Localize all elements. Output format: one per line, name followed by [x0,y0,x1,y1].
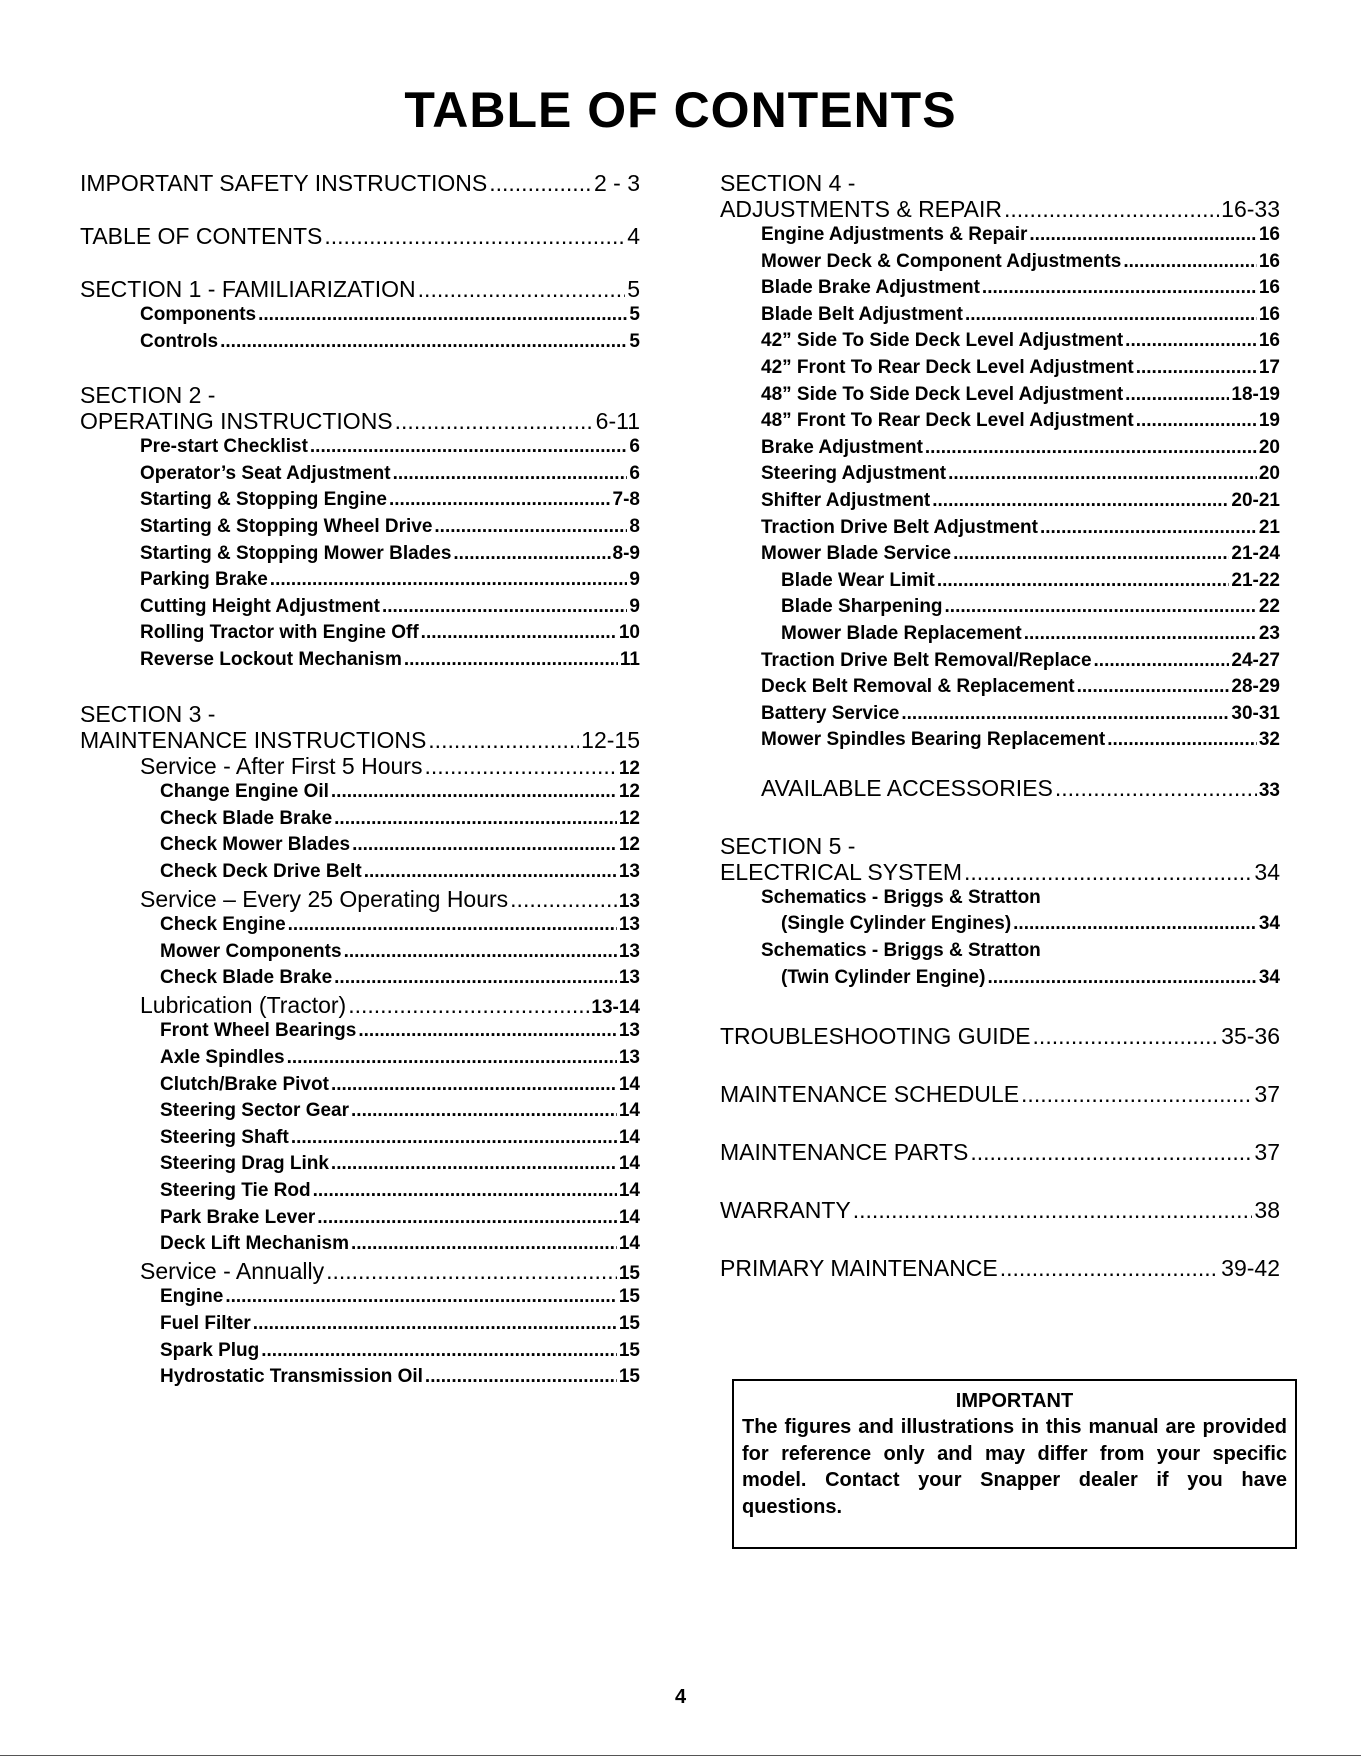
toc-entry[interactable] [80,806,640,833]
toc-entry[interactable] [720,249,1280,276]
toc-entry[interactable] [80,1125,640,1152]
toc-entry[interactable] [80,779,640,806]
leader-dots [421,620,617,647]
entry-title: Service - After First 5 Hours [140,752,423,779]
toc-entry-section-2[interactable] [80,408,640,434]
entry-title: Lubrication (Tractor) [140,991,347,1018]
leader-dots [334,965,617,992]
entry-page: 13 [618,890,640,912]
leader-dots [393,461,628,488]
leader-dots [364,859,617,886]
entry-title: Components [140,304,257,325]
entry-page: 6 [629,436,640,458]
toc-entry[interactable] [720,222,1280,249]
entry-page: 6-11 [595,408,640,435]
toc-entry[interactable] [80,567,640,594]
entry-title: Hydrostatic Transmission Oil [160,1366,423,1388]
entry-page: 13 [618,914,640,936]
entry-title: Check Deck Drive Belt [160,860,362,882]
entry-title: Fuel Filter [160,1313,251,1334]
entry-page: 12 [618,807,640,829]
toc-entry[interactable] [80,1072,640,1099]
toc-entry[interactable] [720,541,1280,568]
entry-title: TABLE OF CONTENTS [80,223,323,249]
entry-page: 16 [1258,303,1280,325]
toc-entry[interactable] [720,674,1280,701]
entry-page: 20 [1258,463,1280,485]
toc-entry-schematics-twin[interactable]: Schematics - Briggs & Stratton [761,940,1041,962]
entry-page: 5 [629,330,640,352]
toc-entry[interactable] [80,1018,640,1045]
entry-page: 35-36 [1221,1023,1280,1050]
entry-page: 11 [619,648,640,670]
toc-entry-service-first-5-hours[interactable] [80,753,640,780]
leader-dots [395,408,594,434]
entry-page: 39-42 [1221,1255,1280,1282]
leader-dots [261,1338,617,1365]
toc-entry[interactable] [720,435,1280,462]
entry-title: Pre-start Checklist [140,436,308,458]
entry-page: 8 [629,515,640,537]
entry-page: 9 [629,595,640,617]
entry-page: 16 [1258,224,1280,245]
entry-title: Operator’s Seat Adjustment [140,462,391,484]
leader-dots [937,568,1230,595]
important-notice-box [732,1379,1297,1549]
entry-title: Service – Every 25 Operating Hours [140,885,509,912]
toc-entry-section-1[interactable] [80,276,640,302]
toc-entry[interactable] [720,461,1280,488]
toc-entry[interactable] [720,515,1280,542]
toc-entry-troubleshooting[interactable] [720,1023,1280,1049]
toc-entry[interactable] [80,1178,640,1205]
toc-entry[interactable] [720,648,1280,675]
entry-title: 48” Front To Rear Deck Level Adjustment [761,410,1134,432]
toc-entry-warranty[interactable] [720,1197,1280,1223]
leader-dots [965,302,1257,329]
toc-entry[interactable] [80,647,640,674]
entry-title: Traction Drive Belt Adjustment [761,516,1038,538]
entry-title: ADJUSTMENTS & REPAIR [720,196,1002,222]
toc-entry[interactable] [720,594,1280,621]
leader-dots [1000,1255,1219,1281]
leader-dots [948,461,1257,488]
entry-page: 14 [618,1073,640,1095]
leader-dots [970,1139,1252,1165]
entry-page: 15 [618,1366,640,1388]
entry-title: Starting & Stopping Mower Blades [140,542,452,564]
toc-entry[interactable] [720,621,1280,648]
entry-title: Cutting Height Adjustment [140,595,380,617]
entry-page: 34 [1258,913,1280,935]
leader-dots [424,753,616,780]
entry-page: 14 [618,1126,640,1148]
toc-entry[interactable] [80,620,640,647]
entry-page: 37 [1254,1139,1280,1166]
leader-dots [1004,196,1219,222]
section-5-label: SECTION 5 - [720,832,856,859]
leader-dots [510,886,617,913]
toc-entry[interactable] [80,912,640,939]
entry-title: SECTION 1 - FAMILIARIZATION [80,276,416,302]
entry-title: PRIMARY MAINTENANCE [720,1255,998,1282]
leader-dots [1040,515,1257,542]
entry-title: ELECTRICAL SYSTEM [720,858,962,885]
toc-entry-section-4[interactable] [720,196,1280,222]
toc-entry[interactable] [80,1284,640,1311]
entry-page: 16 [1258,250,1280,272]
entry-page: 21-22 [1231,569,1280,591]
leader-dots [932,488,1229,515]
entry-title: Check Mower Blades [160,834,351,856]
leader-dots [225,1284,617,1311]
entry-page: 32 [1258,729,1280,751]
toc-entry[interactable] [720,568,1280,595]
toc-entry[interactable] [80,939,640,966]
entry-page: 12 [618,757,640,779]
entry-title: Mower Components [160,940,342,962]
leader-dots [382,594,627,621]
leader-dots [1013,911,1257,938]
leader-dots [352,832,617,859]
leader-dots [313,1178,617,1205]
entry-page: 16 [1258,277,1280,299]
entry-page: 15 [618,1339,640,1361]
entry-page: 17 [1258,356,1280,378]
entry-page: 5 [629,304,640,325]
entry-title: Steering Shaft [160,1126,289,1148]
entry-title: Check Blade Brake [160,807,333,829]
leader-dots [964,859,1252,885]
toc-entry-safety[interactable] [80,170,640,196]
section-3-label: SECTION 3 - [80,700,216,727]
leader-dots [270,567,628,594]
entry-page: 37 [1254,1081,1280,1108]
toc-entry-primary-maintenance[interactable] [720,1255,1280,1281]
leader-dots [258,302,627,329]
entry-page: 30-31 [1231,702,1280,724]
entry-page: 12 [618,834,640,856]
entry-title: Brake Adjustment [761,436,923,458]
entry-page: 16-33 [1221,196,1280,222]
toc-entry[interactable] [80,302,640,329]
leader-dots [331,779,617,806]
leader-dots [348,992,589,1019]
leader-dots [317,1205,617,1232]
toc-entry[interactable] [720,965,1280,992]
toc-entry[interactable] [80,514,640,541]
leader-dots [288,912,617,939]
toc-entry[interactable] [80,461,640,488]
entry-title: Battery Service [761,702,900,724]
leader-dots [982,275,1257,302]
toc-entry[interactable] [720,328,1280,355]
entry-page: 13 [618,1020,640,1042]
entry-title: Park Brake Lever [160,1206,316,1228]
toc-entry-service-annually[interactable] [80,1258,640,1285]
entry-title: MAINTENANCE SCHEDULE [720,1081,1020,1108]
entry-title: Deck Belt Removal & Replacement [761,676,1075,698]
toc-entry[interactable] [80,1231,640,1258]
leader-dots [1136,408,1257,435]
entry-page: 23 [1258,622,1280,644]
leader-dots [1136,355,1257,382]
toc-entry[interactable] [80,541,640,568]
entry-title: 42” Side To Side Deck Level Adjustment [761,330,1124,352]
entry-title: Controls [140,330,219,352]
leader-dots [1029,222,1256,249]
leader-dots [310,434,628,461]
toc-entry[interactable] [720,727,1280,754]
leader-dots [1123,249,1257,276]
toc-entry[interactable] [720,408,1280,435]
entry-title: Rolling Tractor with Engine Off [140,622,419,644]
entry-page: 12 [618,781,640,803]
toc-entry[interactable] [80,329,640,356]
leader-dots [987,965,1256,992]
leader-dots [489,170,592,196]
entry-title: Engine Adjustments & Repair [761,224,1028,245]
entry-page: 13-14 [591,996,640,1018]
leader-dots [1107,727,1257,754]
entry-page: 14 [618,1100,640,1122]
toc-entry-lubrication[interactable] [80,992,640,1019]
entry-page: 12-15 [581,726,640,753]
entry-title: Front Wheel Bearings [160,1020,357,1042]
leader-dots [334,806,617,833]
entry-title: Shifter Adjustment [761,489,931,511]
leader-dots [1055,775,1257,801]
leader-dots [358,1018,617,1045]
leader-dots [1033,1023,1220,1049]
entry-page: 10 [618,622,640,644]
toc-entry-section-3[interactable] [80,727,640,753]
leader-dots [253,1311,617,1338]
important-notice-title: IMPORTANT [955,1390,1074,1412]
entry-page: 4 [627,223,640,249]
entry-page: 33 [1258,779,1280,801]
toc-entry[interactable] [80,832,640,859]
entry-title: Starting & Stopping Wheel Drive [140,515,433,537]
leader-dots [418,276,626,302]
entry-title: Blade Belt Adjustment [761,303,963,325]
entry-title: TROUBLESHOOTING GUIDE [720,1023,1031,1050]
entry-title: Service - Annually [140,1257,325,1284]
toc-entry[interactable] [80,1098,640,1125]
entry-page: 14 [618,1180,640,1202]
toc-entry-maintenance-schedule[interactable] [720,1081,1280,1107]
entry-title: Deck Lift Mechanism [160,1233,349,1255]
toc-entry[interactable] [80,965,640,992]
entry-page: 34 [1258,966,1280,988]
entry-page: 15 [618,1286,640,1308]
entry-title: OPERATING INSTRUCTIONS [80,408,393,435]
toc-entry[interactable] [80,434,640,461]
toc-entry-section-5[interactable] [720,859,1280,885]
toc-entry-table-of-contents[interactable] [80,223,640,249]
entry-title: Blade Brake Adjustment [761,277,980,299]
leader-dots [331,1151,617,1178]
entry-title: Blade Wear Limit [781,569,935,591]
leader-dots [453,541,610,568]
leader-dots [404,647,618,674]
entry-page: 14 [618,1206,640,1228]
entry-page: 15 [618,1262,640,1284]
page-number: 4 [674,1686,687,1708]
entry-page: 16 [1258,330,1280,352]
section-2-label: SECTION 2 - [80,382,216,409]
section-1-items [80,302,640,355]
toc-entry-maintenance-parts[interactable] [720,1139,1280,1165]
toc-entry[interactable] [80,487,640,514]
leader-dots [344,939,617,966]
toc-entry[interactable] [720,355,1280,382]
important-notice-text: The figures and illustrations in this manual are provided for reference only and may differ from your specific model. Contact your Snapper dealer if you have questions. [742,1416,1287,1518]
leader-dots [428,727,579,753]
leader-dots [331,1072,617,1099]
leader-dots [1125,328,1257,355]
entry-page: 38 [1254,1197,1280,1224]
leader-dots [434,514,627,541]
entry-title: Parking Brake [140,569,268,591]
leader-dots [287,1045,617,1072]
entry-page: 2 - 3 [593,170,640,196]
entry-page: 21 [1258,516,1280,538]
leader-dots [945,594,1257,621]
leader-dots [953,541,1229,568]
entry-title: Axle Spindles [160,1047,285,1069]
entry-title: WARRANTY [720,1197,851,1224]
leader-dots [326,1258,617,1285]
toc-entry[interactable] [80,859,640,886]
entry-page: 21-24 [1231,543,1280,565]
leader-dots [324,223,625,249]
entry-page: 14 [618,1153,640,1175]
entry-title: Blade Sharpening [781,596,943,618]
page-title: TABLE OF CONTENTS [404,82,957,138]
entry-page: 24-27 [1231,649,1280,671]
toc-entry[interactable] [80,594,640,621]
entry-title: (Single Cylinder Engines) [781,913,1012,935]
entry-page: 14 [618,1233,640,1255]
leader-dots [1024,621,1257,648]
entry-title: Spark Plug [160,1339,260,1361]
toc-entry-schematics-single[interactable]: Schematics - Briggs & Stratton [761,886,1041,908]
entry-title: Clutch/Brake Pivot [160,1073,329,1095]
entry-page: 8-9 [612,542,640,564]
entry-page: 34 [1254,858,1280,885]
entry-title: Mower Blade Service [761,543,952,565]
leader-dots [853,1197,1253,1223]
toc-left-column [80,170,640,1391]
entry-title: Mower Spindles Bearing Replacement [761,729,1106,751]
leader-dots [351,1098,617,1125]
toc-entry[interactable] [720,302,1280,329]
entry-page: 9 [629,569,640,591]
leader-dots [291,1125,617,1152]
entry-page: 13 [618,940,640,962]
entry-title: Engine [160,1286,224,1308]
entry-page: 13 [618,860,640,882]
entry-title: AVAILABLE ACCESSORIES [761,774,1053,801]
entry-title: 48” Side To Side Deck Level Adjustment [761,383,1124,405]
entry-page: 13 [618,967,640,989]
toc-entry[interactable] [80,1045,640,1072]
leader-dots [1125,382,1229,409]
section-4-label: SECTION 4 - [720,170,856,196]
entry-title: Steering Tie Rod [160,1180,311,1202]
leader-dots [925,435,1257,462]
toc-entry[interactable] [80,1311,640,1338]
entry-page: 20 [1258,436,1280,458]
entry-title: MAINTENANCE PARTS [720,1139,969,1166]
entry-title: 42” Front To Rear Deck Level Adjustment [761,356,1134,378]
entry-title: Steering Sector Gear [160,1100,350,1122]
toc-entry[interactable] [80,1205,640,1232]
entry-title: Check Blade Brake [160,967,333,989]
toc-entry[interactable] [80,1364,640,1391]
entry-title: IMPORTANT SAFETY INSTRUCTIONS [80,170,488,196]
leader-dots [1077,674,1230,701]
entry-title: Starting & Stopping Engine [140,489,387,511]
entry-page: 22 [1258,596,1280,618]
leader-dots [389,487,611,514]
entry-title: Steering Adjustment [761,463,947,485]
entry-title: Check Engine [160,914,286,936]
entry-title: (Twin Cylinder Engine) [781,966,986,988]
entry-page: 5 [627,276,640,302]
entry-title: Traction Drive Belt Removal/Replace [761,649,1092,671]
leader-dots [425,1364,617,1391]
toc-entry-service-every-25-hours[interactable] [80,886,640,913]
entry-page: 15 [618,1313,640,1334]
entry-page: 18-19 [1231,383,1280,405]
entry-title: Mower Blade Replacement [781,622,1022,644]
entry-title: Reverse Lockout Mechanism [140,648,402,670]
toc-right-column [720,170,1280,1281]
entry-title: MAINTENANCE INSTRUCTIONS [80,726,427,753]
toc-entry[interactable] [720,911,1280,938]
leader-dots [220,329,627,356]
toc-entry[interactable] [720,382,1280,409]
toc-entry[interactable] [80,1338,640,1365]
entry-page: 19 [1258,410,1280,432]
toc-entry[interactable] [80,1151,640,1178]
entry-page: 6 [629,462,640,484]
bottom-rule [0,1755,1361,1756]
entry-title: Change Engine Oil [160,781,329,803]
leader-dots [1021,1081,1252,1107]
toc-entry-available-accessories[interactable] [720,775,1280,801]
leader-dots [351,1231,617,1258]
entry-title: Mower Deck & Component Adjustments [761,250,1122,272]
toc-entry[interactable] [720,701,1280,728]
section-2-items [80,434,640,673]
entry-page: 20-21 [1231,489,1280,511]
entry-title: Steering Drag Link [160,1153,329,1175]
toc-entry[interactable] [720,275,1280,302]
entry-page: 28-29 [1231,676,1280,698]
leader-dots [901,701,1229,728]
entry-page: 7-8 [612,489,640,511]
entry-page: 13 [618,1047,640,1069]
toc-entry[interactable] [720,488,1280,515]
leader-dots [1094,648,1230,675]
